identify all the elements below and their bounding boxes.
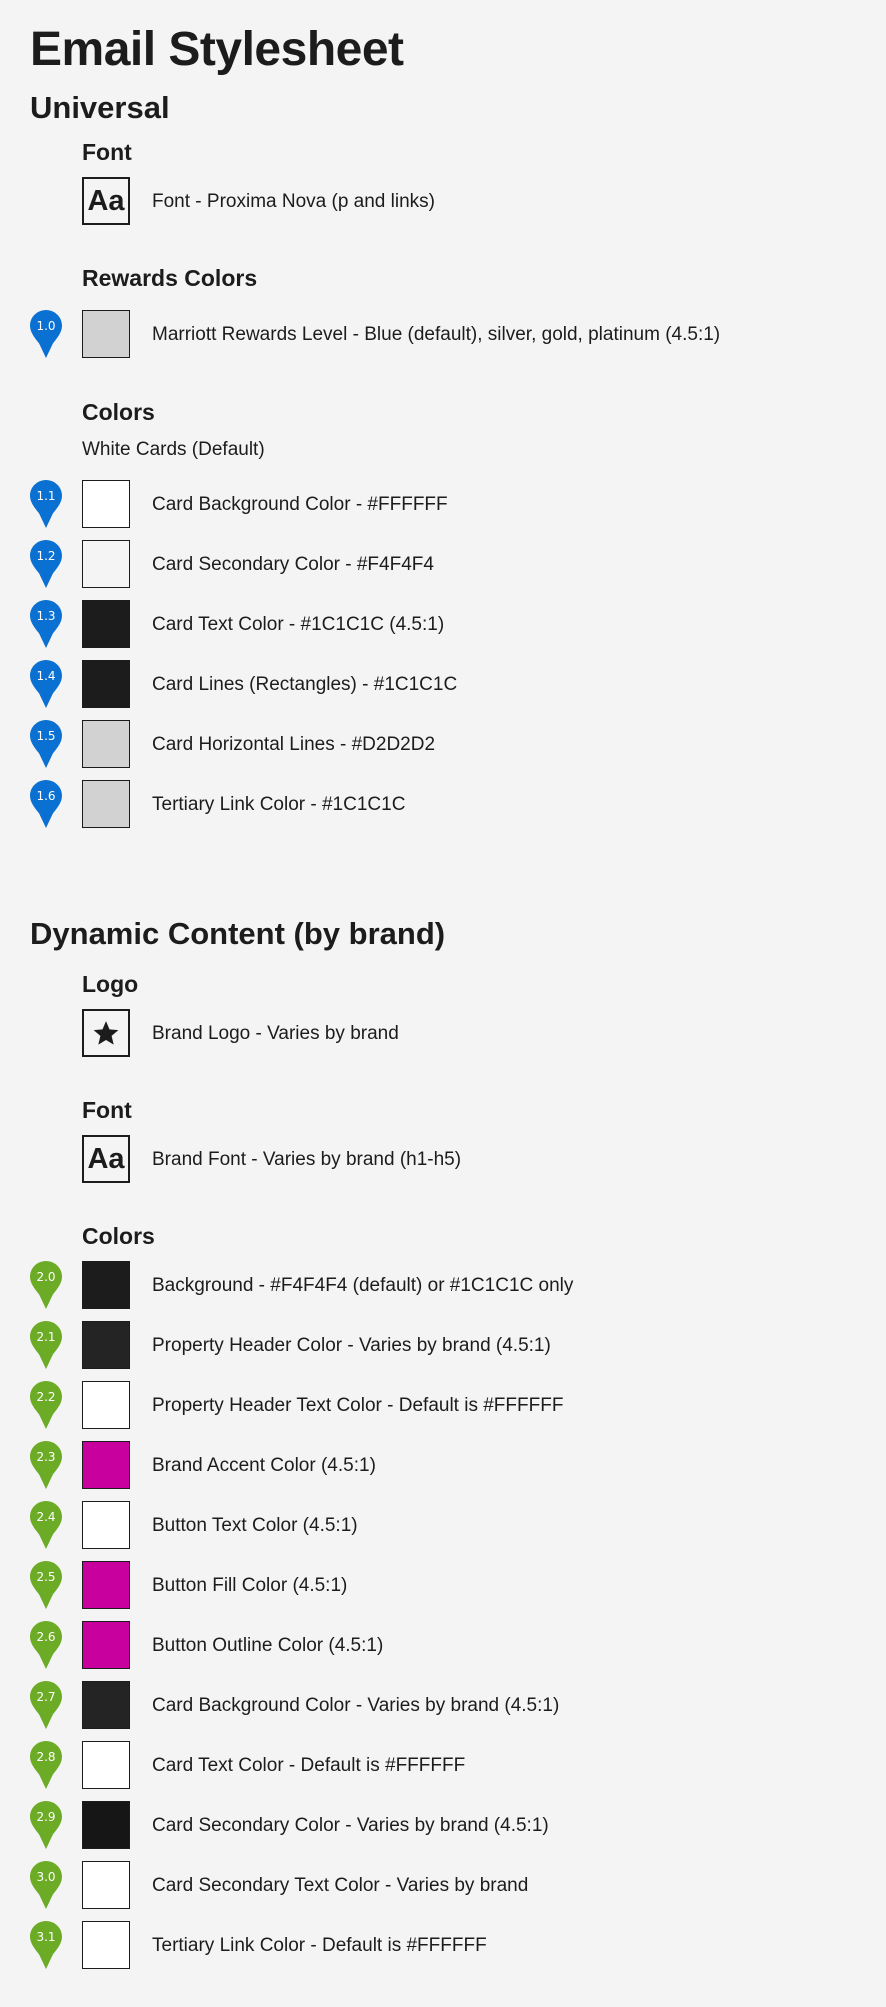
color-label: Card Text Color - Default is #FFFFFF [152,1755,466,1776]
color-label: Card Secondary Color - Varies by brand (4.5:1) [152,1815,549,1836]
color-swatch [82,480,130,528]
color-swatch [82,1501,130,1549]
color-swatch [82,540,130,588]
universal-color-row [0,480,886,530]
color-label: Card Background Color - #FFFFFF [152,494,448,515]
universal-font-label: Font - Proxima Nova (p and links) [152,191,435,212]
map-pin-icon [30,480,62,528]
brand-font-heading: Font [82,1097,132,1123]
color-label: Property Header Color - Varies by brand (4.5:1) [152,1335,551,1356]
dynamic-color-row [0,1681,886,1731]
marker-number: 1.0 [36,319,56,333]
color-label: Tertiary Link Color - #1C1C1C [152,794,406,815]
star-icon [82,1009,130,1057]
marker-number: 1.4 [36,669,56,683]
universal-heading: Universal [30,90,170,125]
map-pin-icon [30,660,62,708]
dynamic-color-row [0,1741,886,1791]
dynamic-color-row [0,1561,886,1611]
map-pin-icon [30,1261,62,1309]
universal-font-row [0,177,886,227]
marker-number: 2.9 [36,1810,56,1824]
marker-number: 1.2 [36,549,56,563]
marker-number: 1.6 [36,789,56,803]
universal-color-row [0,540,886,590]
marker-number: 2.3 [36,1450,56,1464]
universal-color-row [0,780,886,830]
marker-number: 1.3 [36,609,56,623]
dynamic-color-row [0,1441,886,1491]
color-label: Card Background Color - Varies by brand (4.5:1) [152,1695,560,1716]
color-label: Card Lines (Rectangles) - #1C1C1C [152,674,458,695]
color-label: Button Outline Color (4.5:1) [152,1635,384,1656]
color-swatch [82,1321,130,1369]
color-swatch [82,1381,130,1429]
color-label: Marriott Rewards Level - Blue (default), silver, gold, platinum (4.5:1) [152,324,721,345]
brand-font-label: Brand Font - Varies by brand (h1-h5) [152,1149,462,1170]
map-pin-icon [30,1321,62,1369]
color-swatch [82,660,130,708]
marker-number: 2.8 [36,1750,56,1764]
dynamic-color-row [0,1621,886,1671]
color-swatch [82,1801,130,1849]
map-pin-icon [30,600,62,648]
dynamic-colors-heading: Colors [82,1223,155,1249]
rewards-colors-heading: Rewards Colors [82,265,258,291]
color-label: Button Fill Color (4.5:1) [152,1575,348,1596]
map-pin-icon [30,1501,62,1549]
universal-font-heading: Font [82,139,132,165]
marker-number: 1.1 [36,489,56,503]
universal-colors-heading: Colors [82,399,155,425]
color-swatch [82,1561,130,1609]
color-swatch [82,1741,130,1789]
marker-number: 1.5 [36,729,56,743]
map-pin-icon [30,780,62,828]
dynamic-color-row [0,1921,886,1971]
font-sample-icon: Aa [82,177,130,225]
white-cards-label: White Cards (Default) [82,439,265,460]
map-pin-icon [30,1681,62,1729]
color-swatch [82,1681,130,1729]
dynamic-color-row [0,1261,886,1311]
universal-color-row [0,600,886,650]
marker-number: 2.0 [36,1270,56,1284]
map-pin-icon [30,720,62,768]
map-pin-icon [30,1621,62,1669]
brand-logo-row [0,1009,886,1059]
dynamic-color-row [0,1861,886,1911]
brand-logo-label: Brand Logo - Varies by brand [152,1023,399,1044]
map-pin-icon [30,1741,62,1789]
color-label: Card Text Color - #1C1C1C (4.5:1) [152,614,445,635]
marker-number: 2.7 [36,1690,56,1704]
color-swatch [82,1441,130,1489]
color-label: Tertiary Link Color - Default is #FFFFFF [152,1935,487,1956]
marker-number: 3.1 [36,1930,56,1944]
color-label: Brand Accent Color (4.5:1) [152,1455,376,1476]
color-swatch [82,780,130,828]
dynamic-color-row [0,1501,886,1551]
color-label: Card Horizontal Lines - #D2D2D2 [152,734,436,755]
color-swatch [82,310,130,358]
dynamic-color-row [0,1801,886,1851]
map-pin-icon [30,1801,62,1849]
rewards-color-row [0,310,886,360]
dynamic-color-row [0,1321,886,1371]
map-pin-icon [30,1441,62,1489]
color-swatch [82,720,130,768]
universal-color-row [0,660,886,710]
color-label: Background - #F4F4F4 (default) or #1C1C1C only [152,1275,574,1296]
color-swatch [82,1261,130,1309]
marker-number: 2.2 [36,1390,56,1404]
color-swatch [82,1921,130,1969]
dynamic-heading: Dynamic Content (by brand) [30,916,446,951]
map-pin-icon [30,1561,62,1609]
universal-color-row [0,720,886,770]
color-swatch [82,600,130,648]
color-swatch [82,1621,130,1669]
brand-font-row [0,1135,886,1185]
map-pin-icon [30,1381,62,1429]
map-pin-icon [30,540,62,588]
dynamic-color-row [0,1381,886,1431]
font-sample-icon: Aa [82,1135,130,1183]
map-pin-icon [30,310,62,358]
map-pin-icon [30,1921,62,1969]
color-label: Button Text Color (4.5:1) [152,1515,358,1536]
marker-number: 2.5 [36,1570,56,1584]
marker-number: 2.1 [36,1330,56,1344]
logo-heading: Logo [82,971,139,997]
map-pin-icon [30,1861,62,1909]
marker-number: 3.0 [36,1870,56,1884]
marker-number: 2.4 [36,1510,56,1524]
color-label: Card Secondary Text Color - Varies by brand [152,1875,529,1896]
color-label: Property Header Text Color - Default is #FFFFFF [152,1395,564,1416]
color-swatch [82,1861,130,1909]
marker-number: 2.6 [36,1630,56,1644]
page-title: Email Stylesheet [30,23,404,76]
color-label: Card Secondary Color - #F4F4F4 [152,554,434,575]
